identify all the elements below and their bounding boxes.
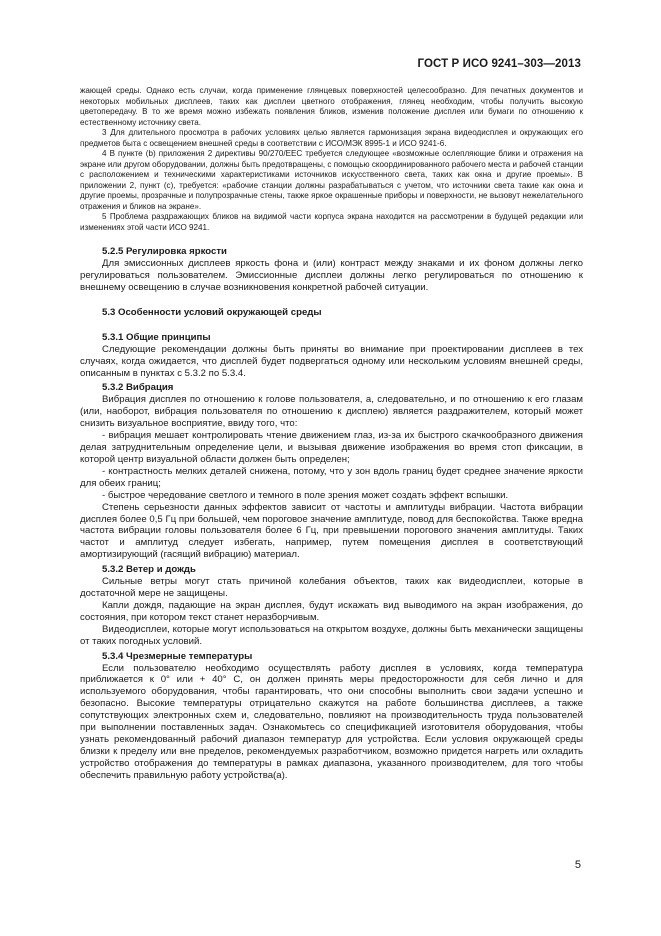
standard-header: ГОСТ Р ИСО 9241–303—2013 xyxy=(417,58,581,70)
note-paragraph: 4 В пункте (b) приложения 2 директивы 90/270/ЕЕС требуется следующее «возможные ослепляющие блики и отражения на экране или другом оборудовании, должны быть предотвращены, с помощью скоординированного рабочего места и рабочей станции с расположением и техническими характеристиками источников искусственного света, таких как окна и другие проемы». В приложении 2, пункт (с), требуется: «рабочие станции должны разрабатываться с учетом, что источники света такие как окна и другие проемы, прозрачные и полупрозрачные стены, также яркое окрашенные приборы и поверхности, не вызовут нежелательного отражения и бликов на экране». xyxy=(80,149,583,211)
body-paragraph: Вибрация дисплея по отношению к голове пользователя, а, следовательно, и по отношению к его глазам (или, наоборот, вибрация пользователя по отношению к дисплею) является раздражителем, который может снизить визуальное восприятие, ввиду того, что: xyxy=(80,394,583,430)
list-item: - контрастность мелких деталей снижена, потому, что у зон вдоль границ будет среднее значение яркости для обеих границ; xyxy=(80,465,583,489)
note-paragraph: жающей среды. Однако есть случаи, когда применение глянцевых поверхностей целесообразно. Для печатных документов и некоторых мобильных дисплеев, таких как дисплеи цветного отображения, глянец необходим, чтобы получить высокую цветопередачу. В то же время можно избежать появления бликов, изменив положение дисплея или бумаги по отношению к естественному источнику света. xyxy=(80,86,583,127)
list-item: - быстрое чередование светлого и темного в поле зрения может создать эффект вспышки. xyxy=(102,489,509,501)
section-heading-5-3-2-wind: 5.3.2 Ветер и дождь xyxy=(102,564,196,576)
body-paragraph: Следующие рекомендации должны быть приняты во внимание при проектировании дисплеев в тех случаях, когда ожидается, что дисплей будет подвергаться одному или нескольким условиям внешней среды, описанным в пунктах с 5.3.2 по 5.3.4. xyxy=(80,343,583,379)
section-heading-5-3-2-vibration: 5.3.2 Вибрация xyxy=(102,382,174,394)
section-heading-5-2-5: 5.2.5 Регулировка яркости xyxy=(102,246,227,257)
page-content xyxy=(80,86,583,782)
body-paragraph: Капли дождя, падающие на экран дисплея, будут искажать вид выводимого на экран изображения, до состояния, при котором текст станет неразборчивым. xyxy=(80,599,583,623)
note-paragraph: 5 Проблема раздражающих бликов на видимой части корпуса экрана находится на рассмотрении в будущей редакции или изменениях этой части ИСО 9241. xyxy=(80,212,583,232)
body-paragraph: Если пользователю необходимо осуществлять работу дисплея в условиях, когда температура приближается к 0° или + 40° С, он должен принять меры предосторожности для себя лично и для используемого оборудования, чтобы гарантировать, что они способны выполнить свои задачи успешно и безопасно. Высокие температуры отрицательно скажутся на работе большинства дисплеев, а также сопутствующих электронных схем и, следовательно, повлияют на производительность труда пользователей при выполнении поставленных задач. Ознакомьтесь со спецификацией изготовителя оборудования, чтобы узнать рекомендованный рабочий диапазон температур для устройства. Если условия окружающей среды близки к пределу или вне пределов, рекомендуемых разработчиком, возможно придется нагреть или охладить устройство отображения до температуры в рамках диапазона, указанного производителем, для того чтобы обеспечить правильную работу устройства(а). xyxy=(80,662,583,781)
body-paragraph: Сильные ветры могут стать причиной колебания объектов, таких как видеодисплеи, которые в достаточной мере не защищены. xyxy=(80,576,583,600)
list-item: - вибрация мешает контролировать чтение движением глаз, из-за их быстрого скачкообразного движения делая затруднительным определение цели, и вызывая движение изображения во время стоп фиксации, в которой центр визуальной области должен быть определен; xyxy=(80,430,583,465)
section-heading-5-3-4: 5.3.4 Чрезмерные температуры xyxy=(102,650,253,662)
body-paragraph: Видеодисплеи, которые могут использоваться на открытом воздухе, должны быть механически защищены от таких погодных условий. xyxy=(80,623,583,647)
section-heading-5-3: 5.3 Особенности условий окружающей среды xyxy=(102,306,322,318)
note-paragraph: 3 Для длительного просмотра в рабочих условиях целью является гармонизация экрана видеодисплея и окружающих его предметов быта с освещением внешней среды в соответствии с ИСО/МЭК 8995-1 и ИСО 9241-6. xyxy=(80,128,583,148)
body-paragraph: Степень серьезности данных эффектов зависит от частоты и амплитуды вибрации. Частота вибрации дисплея более 0,5 Гц при большей, чем пороговое значение амплитуде, повод для беспокойства. Также вредна частота вибрации головы пользователя более 6 Гц, при превышении порогового значения амплитуды. Таких частот и амплитуд следует избегать, например, путем помещения дисплея в соответствующий амортизирующий (гасящий вибрацию) материал. xyxy=(80,501,583,561)
body-paragraph: Для эмиссионных дисплеев яркость фона и (или) контраст между знаками и их фоном должны легко регулироваться пользователем. Эмиссионные дисплеи должны легко регулироваться по отношению к внешнему освещению в случае возникновения конкретной рабочей ситуации. xyxy=(80,258,583,293)
page-number: 5 xyxy=(574,859,581,871)
section-heading-5-3-1: 5.3.1 Общие принципы xyxy=(102,331,211,343)
